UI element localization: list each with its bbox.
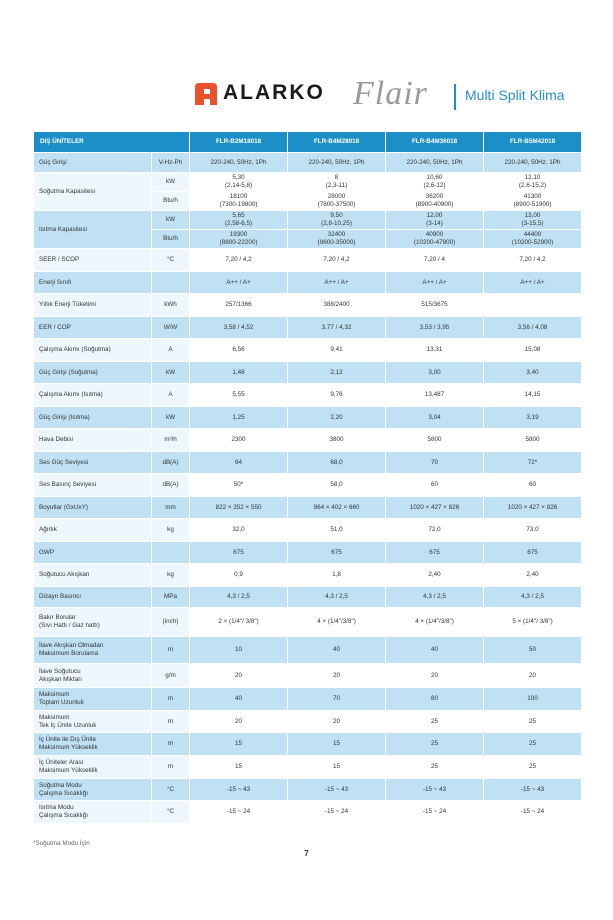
cell-value: 3,04 xyxy=(386,407,484,429)
cell-value: -15 ~ 43 xyxy=(190,779,288,801)
row-unit: kW xyxy=(152,362,190,384)
row-unit: mm xyxy=(152,497,190,519)
cell-value: 675 xyxy=(386,542,484,564)
row-unit: kW xyxy=(152,173,190,192)
cell-value: 20 xyxy=(190,664,288,688)
table-row xyxy=(34,664,582,688)
row-label: Hava Debisi xyxy=(34,429,152,452)
product-line: Multi Split Klima xyxy=(465,87,565,103)
cell-value: 19300 (8800-22200) xyxy=(190,230,288,249)
alarko-logo-icon xyxy=(195,83,217,105)
cell-value: 5,55 xyxy=(190,384,288,407)
row-unit: (inch) xyxy=(152,608,190,637)
cell-value: 20 xyxy=(484,664,582,688)
row-label: Dizayn Basıncı xyxy=(34,587,152,608)
row-unit: kW xyxy=(152,211,190,230)
cell-value: 4 × (1/4"/3/8") xyxy=(386,608,484,637)
table-row xyxy=(34,317,582,339)
cell-value: 3,58 / 4,52 xyxy=(190,317,288,339)
cell-value: 2,40 xyxy=(386,564,484,587)
table-row xyxy=(34,801,582,824)
table-row xyxy=(34,474,582,497)
cell-value: 5 × (1/4"/ 3/8") xyxy=(484,608,582,637)
footnote: *Soğutma Modu İçin xyxy=(33,840,90,847)
cell-value: -15 ~ 24 xyxy=(484,801,582,824)
row-unit: A xyxy=(152,384,190,407)
row-unit: g/m xyxy=(152,664,190,688)
row-label: EER / COP xyxy=(34,317,152,339)
header-model: FLR-B2M18018 xyxy=(190,132,288,153)
row-unit: °C xyxy=(152,249,190,272)
cell-value: 1020 × 427 × 826 xyxy=(386,497,484,519)
row-unit: V-Hz-Ph xyxy=(152,153,190,173)
cell-value: 964 × 402 × 660 xyxy=(288,497,386,519)
cell-value: 822 × 352 × 550 xyxy=(190,497,288,519)
cell-value: 50* xyxy=(190,474,288,497)
row-unit: Btu/h xyxy=(152,192,190,211)
table-row xyxy=(34,608,582,637)
cell-value: 72* xyxy=(484,452,582,474)
row-label: Ses Basınç Seviyesi xyxy=(34,474,152,497)
row-label: İlave Soğutucu Akışkan Miktarı xyxy=(34,664,152,688)
table-row xyxy=(34,362,582,384)
row-label: Bakır Borular (Sıvı Hattı / Gaz hattı) xyxy=(34,608,152,637)
row-label: Yıllık Enerji Tüketimi xyxy=(34,294,152,317)
cell-value: 4,3 / 2,5 xyxy=(386,587,484,608)
cell-value: 40 xyxy=(386,637,484,664)
header-model: FLR-B4M36018 xyxy=(386,132,484,153)
cell-value: 675 xyxy=(288,542,386,564)
row-label: Soğutma Kapasitesi xyxy=(34,173,152,211)
cell-value: 12,00 (3-14) xyxy=(386,211,484,230)
brand-name: ALARKO xyxy=(223,81,325,104)
cell-value: 1020 × 427 × 826 xyxy=(484,497,582,519)
cell-value: 5800 xyxy=(484,429,582,452)
table-row xyxy=(34,153,582,173)
header-model: FLR-B4M28018 xyxy=(288,132,386,153)
cell-value: 3,53 / 3,95 xyxy=(386,317,484,339)
cell-value: -15 ~ 24 xyxy=(288,801,386,824)
cell-value: 44400 (10200-52900) xyxy=(484,230,582,249)
cell-value: 15,08 xyxy=(484,339,582,362)
table-row xyxy=(34,173,582,192)
row-label: Boyutlar (GxUxY) xyxy=(34,497,152,519)
cell-value: 73,0 xyxy=(484,519,582,542)
cell-value: -15 ~ 24 xyxy=(190,801,288,824)
cell-value: 5,65 (2,58-6,5) xyxy=(190,211,288,230)
cell-value: A++ / A+ xyxy=(190,272,288,294)
row-unit: Btu/h xyxy=(152,230,190,249)
row-label: Maksimum Tek İç Ünite Uzunluk xyxy=(34,711,152,733)
row-label: Güç Girişi xyxy=(34,153,152,173)
cell-value: 7,20 / 4,2 xyxy=(288,249,386,272)
table-row xyxy=(34,339,582,362)
table-row xyxy=(34,429,582,452)
cell-value: 40900 (10200-47800) xyxy=(386,230,484,249)
table-header-row xyxy=(34,132,582,153)
row-unit xyxy=(152,542,190,564)
table-row xyxy=(34,407,582,429)
row-unit: m xyxy=(152,756,190,779)
cell-value: 257/1366 xyxy=(190,294,288,317)
cell-value: 4,3 / 2,5 xyxy=(484,587,582,608)
cell-value: 28000 (7800-37500) xyxy=(288,192,386,211)
cell-value: 3,19 xyxy=(484,407,582,429)
cell-value: 220-240, 50Hz, 1Ph xyxy=(190,153,288,173)
row-label: Maksimum Toplam Uzunluk xyxy=(34,688,152,711)
cell-value: -15 ~ 43 xyxy=(484,779,582,801)
cell-value: 13,00 (3-15,5) xyxy=(484,211,582,230)
cell-value: 220-240, 50Hz, 1Ph xyxy=(288,153,386,173)
table-row xyxy=(34,294,582,317)
cell-value: 8 (2,3-11) xyxy=(288,173,386,192)
row-label: Ses Güç Seviyesi xyxy=(34,452,152,474)
table-row xyxy=(34,542,582,564)
row-unit: m xyxy=(152,688,190,711)
cell-value: 220-240, 50Hz, 1Ph xyxy=(386,153,484,173)
cell-value: 10,60 (2,6-12) xyxy=(386,173,484,192)
cell-value: 25 xyxy=(386,756,484,779)
row-unit: m xyxy=(152,711,190,733)
cell-value: 25 xyxy=(484,711,582,733)
cell-value: 4,3 / 2,5 xyxy=(288,587,386,608)
row-unit: kg xyxy=(152,564,190,587)
row-label: Güç Girişi (Isıtma) xyxy=(34,407,152,429)
cell-value: 1,25 xyxy=(190,407,288,429)
cell-value: 1,48 xyxy=(190,362,288,384)
table-row xyxy=(34,497,582,519)
row-label: Isıtma Modu Çalışma Sıcaklığı xyxy=(34,801,152,824)
cell-value: 12,10 (2,6-15,2) xyxy=(484,173,582,192)
cell-value: 50 xyxy=(484,637,582,664)
row-unit: dB(A) xyxy=(152,452,190,474)
cell-value: 3800 xyxy=(288,429,386,452)
cell-value: 4 × (1/4"/3/8") xyxy=(288,608,386,637)
row-unit: kWh xyxy=(152,294,190,317)
cell-value: 7,20 / 4 xyxy=(386,249,484,272)
row-label: Isıtma Kapasitesi xyxy=(34,211,152,249)
cell-value: 4,3 / 2,5 xyxy=(190,587,288,608)
cell-value: 70 xyxy=(288,688,386,711)
cell-value: 9,41 xyxy=(288,339,386,362)
row-unit: m xyxy=(152,733,190,756)
table-row xyxy=(34,211,582,230)
cell-value: 32,0 xyxy=(190,519,288,542)
cell-value: 68,0 xyxy=(288,452,386,474)
row-unit: MPa xyxy=(152,587,190,608)
row-unit: A xyxy=(152,339,190,362)
cell-value: 7,20 / 4,2 xyxy=(190,249,288,272)
cell-value: 3,00 xyxy=(386,362,484,384)
cell-value: 60 xyxy=(386,474,484,497)
cell-value: 32400 (9600-35000) xyxy=(288,230,386,249)
cell-value: A++ / A+ xyxy=(484,272,582,294)
cell-value: 10 xyxy=(190,637,288,664)
cell-value: 2,20 xyxy=(288,407,386,429)
row-label: Soğutucu Akışkan xyxy=(34,564,152,587)
row-label: İlave Akışkan Olmadan Maksimum Borulama xyxy=(34,637,152,664)
row-unit: m³/h xyxy=(152,429,190,452)
cell-value: 13,487 xyxy=(386,384,484,407)
cell-value: 40 xyxy=(190,688,288,711)
row-label: Çalışma Akımı (Isıtma) xyxy=(34,384,152,407)
cell-value: 100 xyxy=(484,688,582,711)
table-row xyxy=(34,587,582,608)
cell-value: 72,0 xyxy=(386,519,484,542)
cell-value: 36200 (8900-40900) xyxy=(386,192,484,211)
cell-value: 58,0 xyxy=(288,474,386,497)
cell-value: 1,8 xyxy=(288,564,386,587)
row-unit: kg xyxy=(152,519,190,542)
row-label: Güç Girişi (Soğutma) xyxy=(34,362,152,384)
row-label: İç Üniteler Arası Maksimum Yükseklik xyxy=(34,756,152,779)
spec-table-body xyxy=(34,153,582,824)
cell-value: 5800 xyxy=(386,429,484,452)
cell-value: 25 xyxy=(484,756,582,779)
cell-value: 675 xyxy=(484,542,582,564)
table-row xyxy=(34,452,582,474)
cell-value: 13,31 xyxy=(386,339,484,362)
header-outdoor-units: DIŞ ÜNİTELER xyxy=(34,132,190,153)
cell-value: 9,50 (2,8-10,25) xyxy=(288,211,386,230)
cell-value: 20 xyxy=(190,711,288,733)
cell-value: 40 xyxy=(288,637,386,664)
cell-value xyxy=(484,294,582,317)
row-label: İç Ünite ile Dış Ünite Maksimum Yükseklik xyxy=(34,733,152,756)
cell-value: 15 xyxy=(190,756,288,779)
cell-value: 15 xyxy=(288,756,386,779)
row-label: SEER / SCOP xyxy=(34,249,152,272)
cell-value: 220-240, 50Hz, 1Ph xyxy=(484,153,582,173)
table-row xyxy=(34,637,582,664)
table-row xyxy=(34,779,582,801)
row-label: Enerji Sınıfı xyxy=(34,272,152,294)
cell-value: 0,9 xyxy=(190,564,288,587)
cell-value: 60 xyxy=(484,474,582,497)
brand-header xyxy=(0,75,613,114)
cell-value: 41300 (8900-51900) xyxy=(484,192,582,211)
row-unit: W/W xyxy=(152,317,190,339)
cell-value: A++ / A+ xyxy=(288,272,386,294)
row-label: Ağırlık xyxy=(34,519,152,542)
cell-value: 25 xyxy=(386,711,484,733)
table-row xyxy=(34,733,582,756)
table-row xyxy=(34,519,582,542)
cell-value: 20 xyxy=(386,664,484,688)
row-unit: °C xyxy=(152,801,190,824)
cell-value: -15 ~ 24 xyxy=(386,801,484,824)
table-row xyxy=(34,384,582,407)
cell-value: 3,40 xyxy=(484,362,582,384)
cell-value: -15 ~ 43 xyxy=(288,779,386,801)
cell-value: 15 xyxy=(288,733,386,756)
cell-value: 25 xyxy=(386,733,484,756)
cell-value: 2,12 xyxy=(288,362,386,384)
series-name: Flair xyxy=(353,75,428,112)
cell-value: 5,30 (2,14-5,8) xyxy=(190,173,288,192)
row-unit: m xyxy=(152,637,190,664)
cell-value: 2300 xyxy=(190,429,288,452)
cell-value: 515/3675 xyxy=(386,294,484,317)
cell-value: 20 xyxy=(288,711,386,733)
row-unit: kW xyxy=(152,407,190,429)
header-model: FLR-B5M42018 xyxy=(484,132,582,153)
cell-value: 3,56 / 4,08 xyxy=(484,317,582,339)
cell-value: 80 xyxy=(386,688,484,711)
cell-value: 675 xyxy=(190,542,288,564)
table-row xyxy=(34,272,582,294)
table-row xyxy=(34,711,582,733)
row-unit: dB(A) xyxy=(152,474,190,497)
row-label: Soğutma Modu Çalışma Sıcaklığı xyxy=(34,779,152,801)
row-label: GWP xyxy=(34,542,152,564)
brand-divider xyxy=(454,84,456,110)
cell-value: 14,15 xyxy=(484,384,582,407)
cell-value: 6,56 xyxy=(190,339,288,362)
row-label: Çalışma Akımı (Soğutma) xyxy=(34,339,152,362)
cell-value: 15 xyxy=(190,733,288,756)
cell-value: 388/2400 xyxy=(288,294,386,317)
cell-value: 3,77 / 4,32 xyxy=(288,317,386,339)
spec-table xyxy=(33,131,582,824)
cell-value: 2,40 xyxy=(484,564,582,587)
row-unit: °C xyxy=(152,779,190,801)
cell-value: 18100 (7300-19800) xyxy=(190,192,288,211)
cell-value: 25 xyxy=(484,733,582,756)
cell-value: 2 × (1/4"/ 3/8") xyxy=(190,608,288,637)
table-row xyxy=(34,564,582,587)
cell-value: A++ / A+ xyxy=(386,272,484,294)
cell-value: -15 ~ 43 xyxy=(386,779,484,801)
table-row xyxy=(34,688,582,711)
cell-value: 7,20 / 4,2 xyxy=(484,249,582,272)
table-row xyxy=(34,756,582,779)
cell-value: 70 xyxy=(386,452,484,474)
cell-value: 64 xyxy=(190,452,288,474)
page-number: 7 xyxy=(304,849,309,858)
table-row xyxy=(34,249,582,272)
cell-value: 9,76 xyxy=(288,384,386,407)
cell-value: 51,0 xyxy=(288,519,386,542)
row-unit xyxy=(152,272,190,294)
cell-value: 20 xyxy=(288,664,386,688)
